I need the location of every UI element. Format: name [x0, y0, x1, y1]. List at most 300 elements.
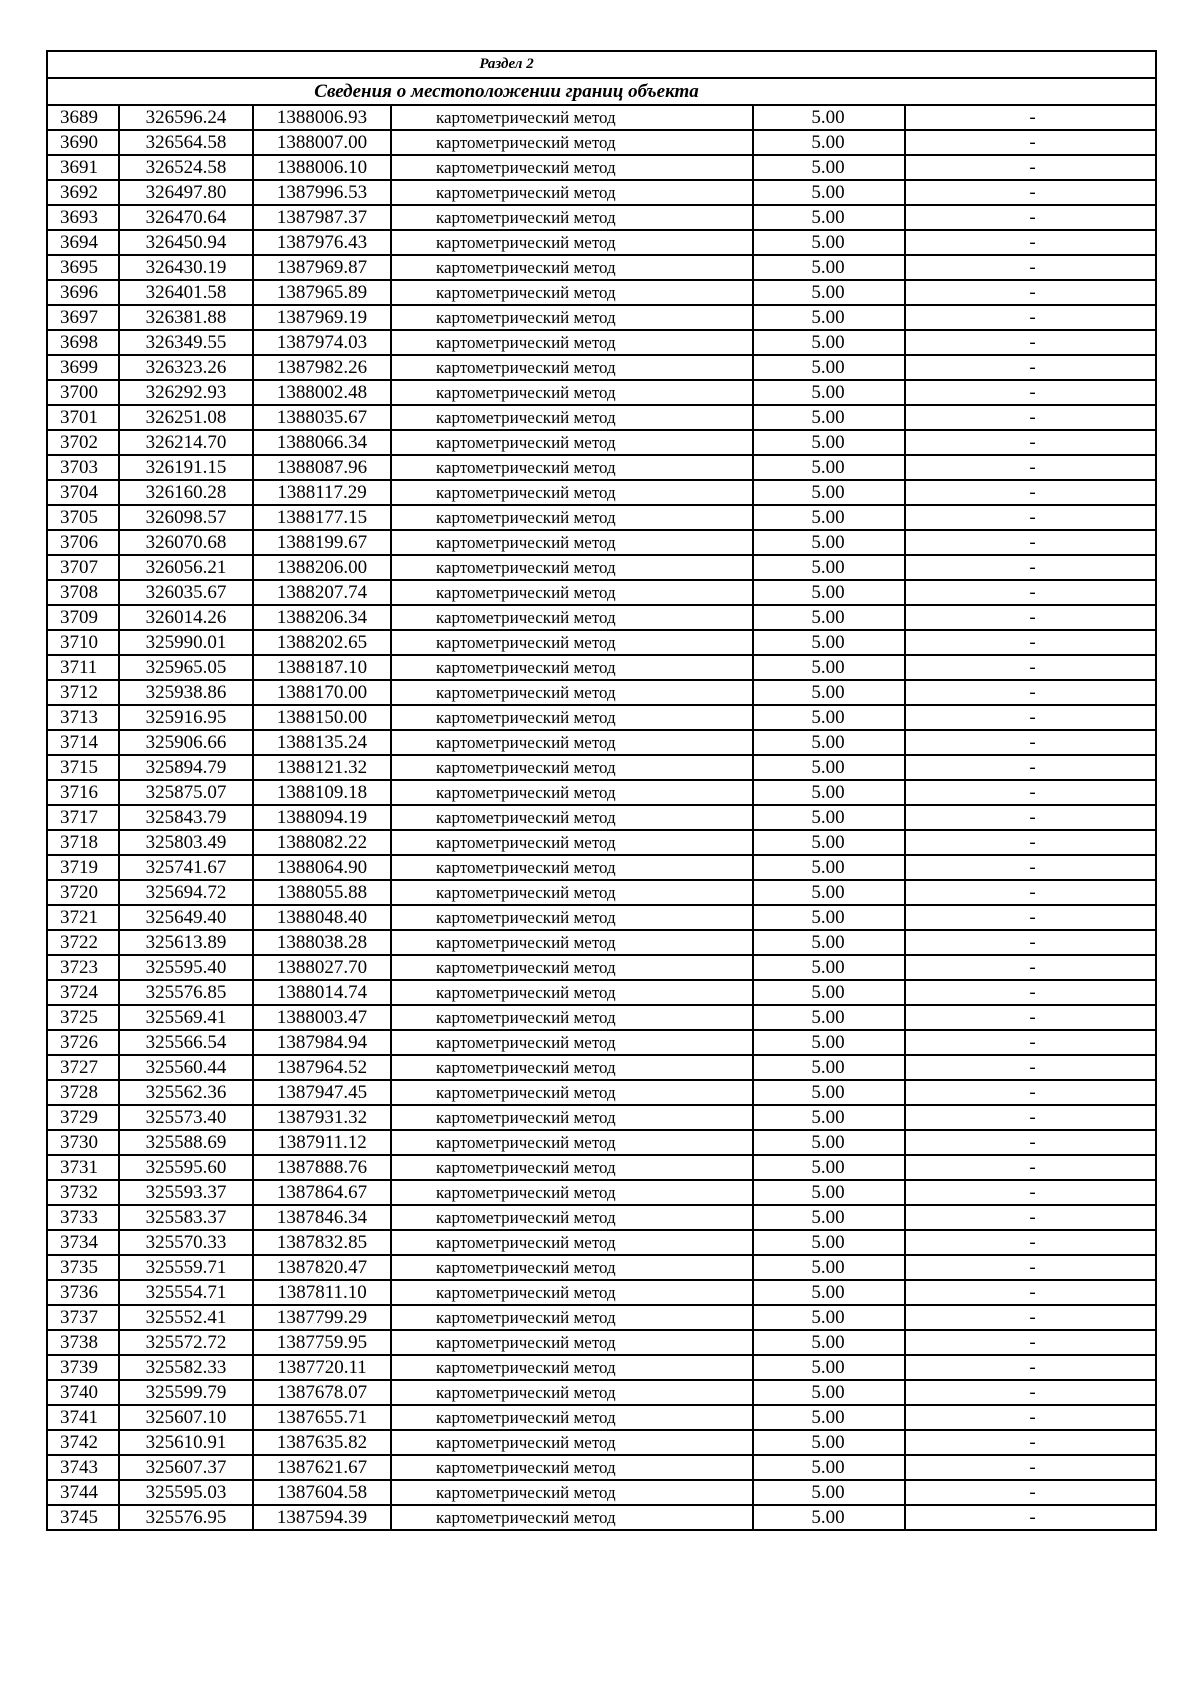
coord-y-cell: 1388202.65 — [253, 630, 391, 655]
table-row — [47, 755, 1156, 780]
note-cell: - — [905, 1505, 1156, 1530]
point-number-cell: 3707 — [47, 555, 119, 580]
note-cell: - — [905, 780, 1156, 805]
point-number-cell: 3728 — [47, 1080, 119, 1105]
note-cell: - — [905, 1230, 1156, 1255]
note-cell: - — [905, 1080, 1156, 1105]
method-cell: картометрический метод — [391, 1355, 753, 1380]
coord-y-cell: 1387964.52 — [253, 1055, 391, 1080]
section-label-row — [47, 51, 1156, 78]
note-cell: - — [905, 355, 1156, 380]
accuracy-cell: 5.00 — [753, 1480, 905, 1505]
point-number-cell: 3744 — [47, 1480, 119, 1505]
point-number-cell: 3706 — [47, 530, 119, 555]
note-cell: - — [905, 680, 1156, 705]
point-number-cell: 3714 — [47, 730, 119, 755]
method-cell: картометрический метод — [391, 105, 753, 130]
coord-x-cell: 326524.58 — [119, 155, 253, 180]
note-cell: - — [905, 430, 1156, 455]
method-cell: картометрический метод — [391, 1330, 753, 1355]
point-number-cell: 3690 — [47, 130, 119, 155]
accuracy-cell: 5.00 — [753, 105, 905, 130]
accuracy-cell: 5.00 — [753, 680, 905, 705]
method-cell: картометрический метод — [391, 155, 753, 180]
table-row — [47, 1055, 1156, 1080]
accuracy-cell: 5.00 — [753, 1205, 905, 1230]
method-cell: картометрический метод — [391, 930, 753, 955]
table-row — [47, 830, 1156, 855]
accuracy-cell: 5.00 — [753, 255, 905, 280]
accuracy-cell: 5.00 — [753, 930, 905, 955]
table-row — [47, 480, 1156, 505]
table-row — [47, 1180, 1156, 1205]
coord-y-cell: 1388003.47 — [253, 1005, 391, 1030]
coord-x-cell: 326349.55 — [119, 330, 253, 355]
method-cell: картометрический метод — [391, 705, 753, 730]
coord-x-cell: 325562.36 — [119, 1080, 253, 1105]
note-cell: - — [905, 305, 1156, 330]
coord-y-cell: 1388207.74 — [253, 580, 391, 605]
coord-x-cell: 325607.10 — [119, 1405, 253, 1430]
note-cell: - — [905, 1255, 1156, 1280]
table-row — [47, 380, 1156, 405]
coord-x-cell: 325559.71 — [119, 1255, 253, 1280]
coord-y-cell: 1387947.45 — [253, 1080, 391, 1105]
accuracy-cell: 5.00 — [753, 1080, 905, 1105]
table-row — [47, 180, 1156, 205]
method-cell: картометрический метод — [391, 1180, 753, 1205]
coord-x-cell: 325649.40 — [119, 905, 253, 930]
accuracy-cell: 5.00 — [753, 1355, 905, 1380]
section-title: Сведения о местоположении границ объекта — [47, 78, 1156, 105]
note-cell: - — [905, 1180, 1156, 1205]
note-cell: - — [905, 555, 1156, 580]
method-cell: картометрический метод — [391, 1380, 753, 1405]
method-cell: картометрический метод — [391, 1505, 753, 1530]
accuracy-cell: 5.00 — [753, 155, 905, 180]
note-cell: - — [905, 1205, 1156, 1230]
note-cell: - — [905, 930, 1156, 955]
accuracy-cell: 5.00 — [753, 205, 905, 230]
table-row — [47, 980, 1156, 1005]
note-cell: - — [905, 1455, 1156, 1480]
coord-x-cell: 325599.79 — [119, 1380, 253, 1405]
point-number-cell: 3734 — [47, 1230, 119, 1255]
point-number-cell: 3722 — [47, 930, 119, 955]
note-cell: - — [905, 730, 1156, 755]
accuracy-cell: 5.00 — [753, 580, 905, 605]
coord-x-cell: 325916.95 — [119, 705, 253, 730]
coord-y-cell: 1387846.34 — [253, 1205, 391, 1230]
accuracy-cell: 5.00 — [753, 355, 905, 380]
method-cell: картометрический метод — [391, 730, 753, 755]
coord-x-cell: 326381.88 — [119, 305, 253, 330]
coord-y-cell: 1387635.82 — [253, 1430, 391, 1455]
coord-x-cell: 325569.41 — [119, 1005, 253, 1030]
method-cell: картометрический метод — [391, 330, 753, 355]
table-row — [47, 580, 1156, 605]
coord-x-cell: 325588.69 — [119, 1130, 253, 1155]
coord-x-cell: 326056.21 — [119, 555, 253, 580]
accuracy-cell: 5.00 — [753, 705, 905, 730]
coord-y-cell: 1388206.00 — [253, 555, 391, 580]
coord-y-cell: 1387799.29 — [253, 1305, 391, 1330]
point-number-cell: 3741 — [47, 1405, 119, 1430]
coord-y-cell: 1388135.24 — [253, 730, 391, 755]
table-row — [47, 855, 1156, 880]
table-row — [47, 605, 1156, 630]
accuracy-cell: 5.00 — [753, 1280, 905, 1305]
point-number-cell: 3723 — [47, 955, 119, 980]
coord-y-cell: 1387864.67 — [253, 1180, 391, 1205]
coord-y-cell: 1388199.67 — [253, 530, 391, 555]
table-row — [47, 1480, 1156, 1505]
coord-x-cell: 326070.68 — [119, 530, 253, 555]
note-cell: - — [905, 230, 1156, 255]
coord-x-cell: 325552.41 — [119, 1305, 253, 1330]
accuracy-cell: 5.00 — [753, 1180, 905, 1205]
note-cell: - — [905, 1480, 1156, 1505]
accuracy-cell: 5.00 — [753, 630, 905, 655]
accuracy-cell: 5.00 — [753, 605, 905, 630]
coord-x-cell: 325741.67 — [119, 855, 253, 880]
method-cell: картометрический метод — [391, 1480, 753, 1505]
coord-y-cell: 1388150.00 — [253, 705, 391, 730]
accuracy-cell: 5.00 — [753, 1105, 905, 1130]
coord-y-cell: 1388187.10 — [253, 655, 391, 680]
table-row — [47, 655, 1156, 680]
accuracy-cell: 5.00 — [753, 730, 905, 755]
coord-y-cell: 1388064.90 — [253, 855, 391, 880]
note-cell: - — [905, 705, 1156, 730]
method-cell: картометрический метод — [391, 430, 753, 455]
point-number-cell: 3745 — [47, 1505, 119, 1530]
method-cell: картометрический метод — [391, 780, 753, 805]
point-number-cell: 3711 — [47, 655, 119, 680]
accuracy-cell: 5.00 — [753, 330, 905, 355]
point-number-cell: 3738 — [47, 1330, 119, 1355]
table-row — [47, 1455, 1156, 1480]
method-cell: картометрический метод — [391, 480, 753, 505]
note-cell: - — [905, 105, 1156, 130]
coord-y-cell: 1388109.18 — [253, 780, 391, 805]
method-cell: картометрический метод — [391, 655, 753, 680]
coord-x-cell: 325572.72 — [119, 1330, 253, 1355]
table-row — [47, 905, 1156, 930]
coord-y-cell: 1388055.88 — [253, 880, 391, 905]
table-row — [47, 880, 1156, 905]
table-row — [47, 230, 1156, 255]
coord-y-cell: 1388038.28 — [253, 930, 391, 955]
method-cell: картометрический метод — [391, 280, 753, 305]
note-cell: - — [905, 205, 1156, 230]
note-cell: - — [905, 755, 1156, 780]
coord-x-cell: 325573.40 — [119, 1105, 253, 1130]
method-cell: картометрический метод — [391, 855, 753, 880]
point-number-cell: 3721 — [47, 905, 119, 930]
accuracy-cell: 5.00 — [753, 455, 905, 480]
coord-x-cell: 325576.85 — [119, 980, 253, 1005]
coord-y-cell: 1387811.10 — [253, 1280, 391, 1305]
note-cell: - — [905, 505, 1156, 530]
note-cell: - — [905, 1405, 1156, 1430]
note-cell: - — [905, 880, 1156, 905]
accuracy-cell: 5.00 — [753, 780, 905, 805]
note-cell: - — [905, 455, 1156, 480]
point-number-cell: 3701 — [47, 405, 119, 430]
point-number-cell: 3743 — [47, 1455, 119, 1480]
accuracy-cell: 5.00 — [753, 230, 905, 255]
coord-x-cell: 326251.08 — [119, 405, 253, 430]
table-row — [47, 505, 1156, 530]
table-row — [47, 1430, 1156, 1455]
coord-y-cell: 1388094.19 — [253, 805, 391, 830]
coord-x-cell: 325595.60 — [119, 1155, 253, 1180]
table-row — [47, 955, 1156, 980]
method-cell: картометрический метод — [391, 205, 753, 230]
accuracy-cell: 5.00 — [753, 405, 905, 430]
method-cell: картометрический метод — [391, 230, 753, 255]
method-cell: картометрический метод — [391, 180, 753, 205]
coord-y-cell: 1388066.34 — [253, 430, 391, 455]
coord-y-cell: 1388007.00 — [253, 130, 391, 155]
point-number-cell: 3704 — [47, 480, 119, 505]
coord-x-cell: 326430.19 — [119, 255, 253, 280]
method-cell: картометрический метод — [391, 680, 753, 705]
coord-x-cell: 325582.33 — [119, 1355, 253, 1380]
note-cell: - — [905, 155, 1156, 180]
point-number-cell: 3739 — [47, 1355, 119, 1380]
note-cell: - — [905, 480, 1156, 505]
point-number-cell: 3710 — [47, 630, 119, 655]
table-row — [47, 105, 1156, 130]
accuracy-cell: 5.00 — [753, 955, 905, 980]
method-cell: картометрический метод — [391, 1230, 753, 1255]
coord-x-cell: 326470.64 — [119, 205, 253, 230]
table-row — [47, 280, 1156, 305]
method-cell: картометрический метод — [391, 530, 753, 555]
coord-y-cell: 1387984.94 — [253, 1030, 391, 1055]
point-number-cell: 3730 — [47, 1130, 119, 1155]
point-number-cell: 3726 — [47, 1030, 119, 1055]
coord-x-cell: 325595.40 — [119, 955, 253, 980]
coord-x-cell: 326497.80 — [119, 180, 253, 205]
note-cell: - — [905, 255, 1156, 280]
point-number-cell: 3715 — [47, 755, 119, 780]
accuracy-cell: 5.00 — [753, 480, 905, 505]
point-number-cell: 3736 — [47, 1280, 119, 1305]
accuracy-cell: 5.00 — [753, 1505, 905, 1530]
method-cell: картометрический метод — [391, 980, 753, 1005]
point-number-cell: 3708 — [47, 580, 119, 605]
point-number-cell: 3694 — [47, 230, 119, 255]
coord-y-cell: 1387759.95 — [253, 1330, 391, 1355]
method-cell: картометрический метод — [391, 1305, 753, 1330]
coord-y-cell: 1387820.47 — [253, 1255, 391, 1280]
coord-y-cell: 1387655.71 — [253, 1405, 391, 1430]
method-cell: картометрический метод — [391, 1405, 753, 1430]
coord-y-cell: 1388035.67 — [253, 405, 391, 430]
coord-y-cell: 1387996.53 — [253, 180, 391, 205]
point-number-cell: 3731 — [47, 1155, 119, 1180]
table-row — [47, 1205, 1156, 1230]
coord-y-cell: 1387594.39 — [253, 1505, 391, 1530]
accuracy-cell: 5.00 — [753, 505, 905, 530]
method-cell: картометрический метод — [391, 755, 753, 780]
coord-y-cell: 1387720.11 — [253, 1355, 391, 1380]
table-row — [47, 1355, 1156, 1380]
point-number-cell: 3709 — [47, 605, 119, 630]
method-cell: картометрический метод — [391, 130, 753, 155]
method-cell: картометрический метод — [391, 905, 753, 930]
coord-x-cell: 325613.89 — [119, 930, 253, 955]
table-row — [47, 1130, 1156, 1155]
point-number-cell: 3698 — [47, 330, 119, 355]
point-number-cell: 3697 — [47, 305, 119, 330]
accuracy-cell: 5.00 — [753, 1130, 905, 1155]
method-cell: картометрический метод — [391, 1455, 753, 1480]
note-cell: - — [905, 855, 1156, 880]
table-row — [47, 780, 1156, 805]
point-number-cell: 3742 — [47, 1430, 119, 1455]
method-cell: картометрический метод — [391, 580, 753, 605]
coord-y-cell: 1388006.93 — [253, 105, 391, 130]
table-row — [47, 530, 1156, 555]
table-row — [47, 630, 1156, 655]
method-cell: картометрический метод — [391, 1130, 753, 1155]
method-cell: картометрический метод — [391, 630, 753, 655]
coord-y-cell: 1388177.15 — [253, 505, 391, 530]
accuracy-cell: 5.00 — [753, 880, 905, 905]
point-number-cell: 3724 — [47, 980, 119, 1005]
point-number-cell: 3717 — [47, 805, 119, 830]
method-cell: картометрический метод — [391, 805, 753, 830]
coord-y-cell: 1387969.19 — [253, 305, 391, 330]
note-cell: - — [905, 1105, 1156, 1130]
point-number-cell: 3735 — [47, 1255, 119, 1280]
coord-y-cell: 1387982.26 — [253, 355, 391, 380]
accuracy-cell: 5.00 — [753, 1405, 905, 1430]
coord-x-cell: 325610.91 — [119, 1430, 253, 1455]
table-row — [47, 355, 1156, 380]
table-row — [47, 1405, 1156, 1430]
point-number-cell: 3718 — [47, 830, 119, 855]
coord-y-cell: 1387969.87 — [253, 255, 391, 280]
accuracy-cell: 5.00 — [753, 1055, 905, 1080]
note-cell: - — [905, 330, 1156, 355]
table-row — [47, 1380, 1156, 1405]
note-cell: - — [905, 130, 1156, 155]
note-cell: - — [905, 955, 1156, 980]
point-number-cell: 3691 — [47, 155, 119, 180]
coord-y-cell: 1387678.07 — [253, 1380, 391, 1405]
accuracy-cell: 5.00 — [753, 1155, 905, 1180]
accuracy-cell: 5.00 — [753, 1005, 905, 1030]
note-cell: - — [905, 1430, 1156, 1455]
table-row — [47, 1230, 1156, 1255]
coord-y-cell: 1388087.96 — [253, 455, 391, 480]
note-cell: - — [905, 1155, 1156, 1180]
method-cell: картометрический метод — [391, 355, 753, 380]
coord-x-cell: 326035.67 — [119, 580, 253, 605]
coord-y-cell: 1388014.74 — [253, 980, 391, 1005]
accuracy-cell: 5.00 — [753, 1230, 905, 1255]
table-row — [47, 1330, 1156, 1355]
coord-x-cell: 326564.58 — [119, 130, 253, 155]
coord-y-cell: 1388206.34 — [253, 605, 391, 630]
point-number-cell: 3689 — [47, 105, 119, 130]
coord-x-cell: 326191.15 — [119, 455, 253, 480]
coord-x-cell: 326401.58 — [119, 280, 253, 305]
coord-y-cell: 1387832.85 — [253, 1230, 391, 1255]
note-cell: - — [905, 905, 1156, 930]
note-cell: - — [905, 980, 1156, 1005]
coord-x-cell: 325595.03 — [119, 1480, 253, 1505]
table-row — [47, 805, 1156, 830]
accuracy-cell: 5.00 — [753, 830, 905, 855]
coord-x-cell: 325560.44 — [119, 1055, 253, 1080]
point-number-cell: 3727 — [47, 1055, 119, 1080]
coord-x-cell: 325576.95 — [119, 1505, 253, 1530]
method-cell: картометрический метод — [391, 1155, 753, 1180]
accuracy-cell: 5.00 — [753, 805, 905, 830]
accuracy-cell: 5.00 — [753, 430, 905, 455]
accuracy-cell: 5.00 — [753, 1305, 905, 1330]
point-number-cell: 3696 — [47, 280, 119, 305]
note-cell: - — [905, 1330, 1156, 1355]
table-row — [47, 705, 1156, 730]
note-cell: - — [905, 280, 1156, 305]
accuracy-cell: 5.00 — [753, 280, 905, 305]
table-row — [47, 1280, 1156, 1305]
table-row — [47, 330, 1156, 355]
coord-x-cell: 325843.79 — [119, 805, 253, 830]
coord-x-cell: 325894.79 — [119, 755, 253, 780]
coord-x-cell: 326292.93 — [119, 380, 253, 405]
coord-y-cell: 1387911.12 — [253, 1130, 391, 1155]
method-cell: картометрический метод — [391, 255, 753, 280]
point-number-cell: 3693 — [47, 205, 119, 230]
point-number-cell: 3699 — [47, 355, 119, 380]
point-number-cell: 3729 — [47, 1105, 119, 1130]
coord-x-cell: 325554.71 — [119, 1280, 253, 1305]
note-cell: - — [905, 580, 1156, 605]
point-number-cell: 3725 — [47, 1005, 119, 1030]
table-row — [47, 255, 1156, 280]
coord-x-cell: 325566.54 — [119, 1030, 253, 1055]
note-cell: - — [905, 1030, 1156, 1055]
method-cell: картометрический метод — [391, 455, 753, 480]
method-cell: картометрический метод — [391, 1055, 753, 1080]
coord-x-cell: 325803.49 — [119, 830, 253, 855]
accuracy-cell: 5.00 — [753, 1430, 905, 1455]
note-cell: - — [905, 630, 1156, 655]
accuracy-cell: 5.00 — [753, 180, 905, 205]
coord-x-cell: 326323.26 — [119, 355, 253, 380]
accuracy-cell: 5.00 — [753, 655, 905, 680]
note-cell: - — [905, 1280, 1156, 1305]
point-number-cell: 3692 — [47, 180, 119, 205]
point-number-cell: 3719 — [47, 855, 119, 880]
coord-y-cell: 1387974.03 — [253, 330, 391, 355]
note-cell: - — [905, 380, 1156, 405]
coord-x-cell: 325965.05 — [119, 655, 253, 680]
method-cell: картометрический метод — [391, 1105, 753, 1130]
section-label: Раздел 2 — [47, 51, 1156, 78]
coord-x-cell: 326160.28 — [119, 480, 253, 505]
method-cell: картометрический метод — [391, 955, 753, 980]
point-number-cell: 3705 — [47, 505, 119, 530]
